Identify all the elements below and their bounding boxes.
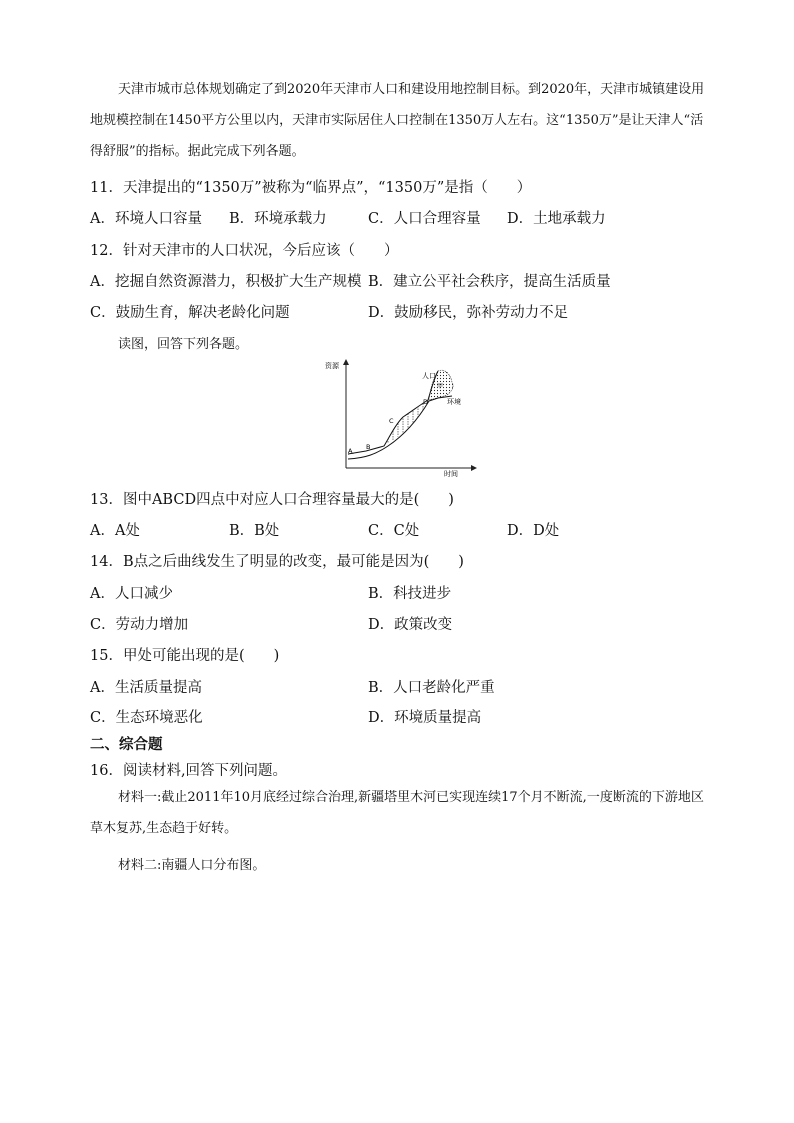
figure-intro: 读图，回答下列各题。 [118, 337, 249, 352]
environment-label: 环境 [447, 398, 461, 406]
q13-option-a: A．A处 [90, 523, 140, 539]
q16-stem: 16．阅读材料,回答下列问题。 [90, 763, 288, 779]
q16-material-2: 材料二:南疆人口分布图。 [118, 858, 266, 873]
q15-option-d: D．环境质量提高 [368, 710, 482, 726]
q14-option-a: A．人口减少 [90, 586, 173, 602]
q13-stem: 13．图中ABCD四点中对应人口合理容量最大的是( ) [90, 492, 454, 508]
q14-option-d: D．政策改变 [368, 617, 453, 633]
point-d-label: D [423, 398, 429, 406]
q13-option-c: C．C处 [368, 523, 420, 539]
q15-option-c: C．生态环境恶化 [90, 710, 203, 726]
population-curve [348, 371, 438, 454]
capacity-gap-region [348, 400, 429, 455]
q13-option-d: D．D处 [507, 523, 560, 539]
population-resource-figure [316, 356, 486, 480]
q12-option-c: C．鼓励生育，解决老龄化问题 [90, 305, 290, 321]
q11-option-c: C．人口合理容量 [368, 211, 481, 227]
q12-stem: 12．针对天津市的人口状况，今后应该（ ） [90, 243, 399, 259]
q11-stem: 11．天津提出的“1350万”被称为“临界点”，“1350万”是指（ ） [90, 180, 532, 196]
q15-option-b: B．人口老龄化严重 [368, 680, 495, 696]
point-b-label: B [366, 443, 371, 451]
q13-option-b: B．B处 [229, 523, 280, 539]
section-heading: 二、综合题 [90, 736, 163, 753]
q11-option-d: D．土地承载力 [507, 211, 606, 227]
q14-option-b: B．科技进步 [368, 586, 452, 602]
q14-stem: 14．B点之后曲线发生了明显的改变，最可能是因为( ) [90, 554, 464, 570]
jia-label: 甲 [437, 383, 444, 390]
q15-stem: 15．甲处可能出现的是( ) [90, 648, 280, 664]
y-axis-label: 资源 [325, 362, 339, 370]
q14-option-c: C．劳动力增加 [90, 617, 189, 633]
q12-option-b: B．建立公平社会秩序，提高生活质量 [368, 274, 611, 290]
population-label: 人口 [422, 372, 436, 380]
point-c-label: C [389, 417, 394, 425]
passage-intro: 天津市城市总体规划确定了到2020年天津市人口和建设用地控制目标。到2020年，天津市城镇建设用地规模控制在1450平方公里以内，天津市实际居住人口控制在1350万人左右。这“1350万”是让天津人“活得舒服”的指标。据此完成下列各题。 [90, 82, 705, 159]
q12-option-a: A．挖掘自然资源潜力，积极扩大生产规模 [90, 274, 362, 290]
q11-option-a: A．环境人口容量 [90, 211, 202, 227]
q11-option-b: B．环境承载力 [229, 211, 327, 227]
x-axis-arrow-icon [471, 465, 477, 471]
y-axis-arrow-icon [343, 359, 349, 365]
x-axis-label: 时间 [444, 470, 458, 478]
point-a-label: A [348, 447, 353, 455]
q16-material-1: 材料一:截止2011年10月底经过综合治理,新疆塔里木河已实现连续17个月不断流,一度断流的下游地区草木复苏,生态趋于好转。 [90, 790, 704, 836]
q12-option-d: D．鼓励移民，弥补劳动力不足 [368, 305, 569, 321]
q15-option-a: A．生活质量提高 [90, 680, 202, 696]
